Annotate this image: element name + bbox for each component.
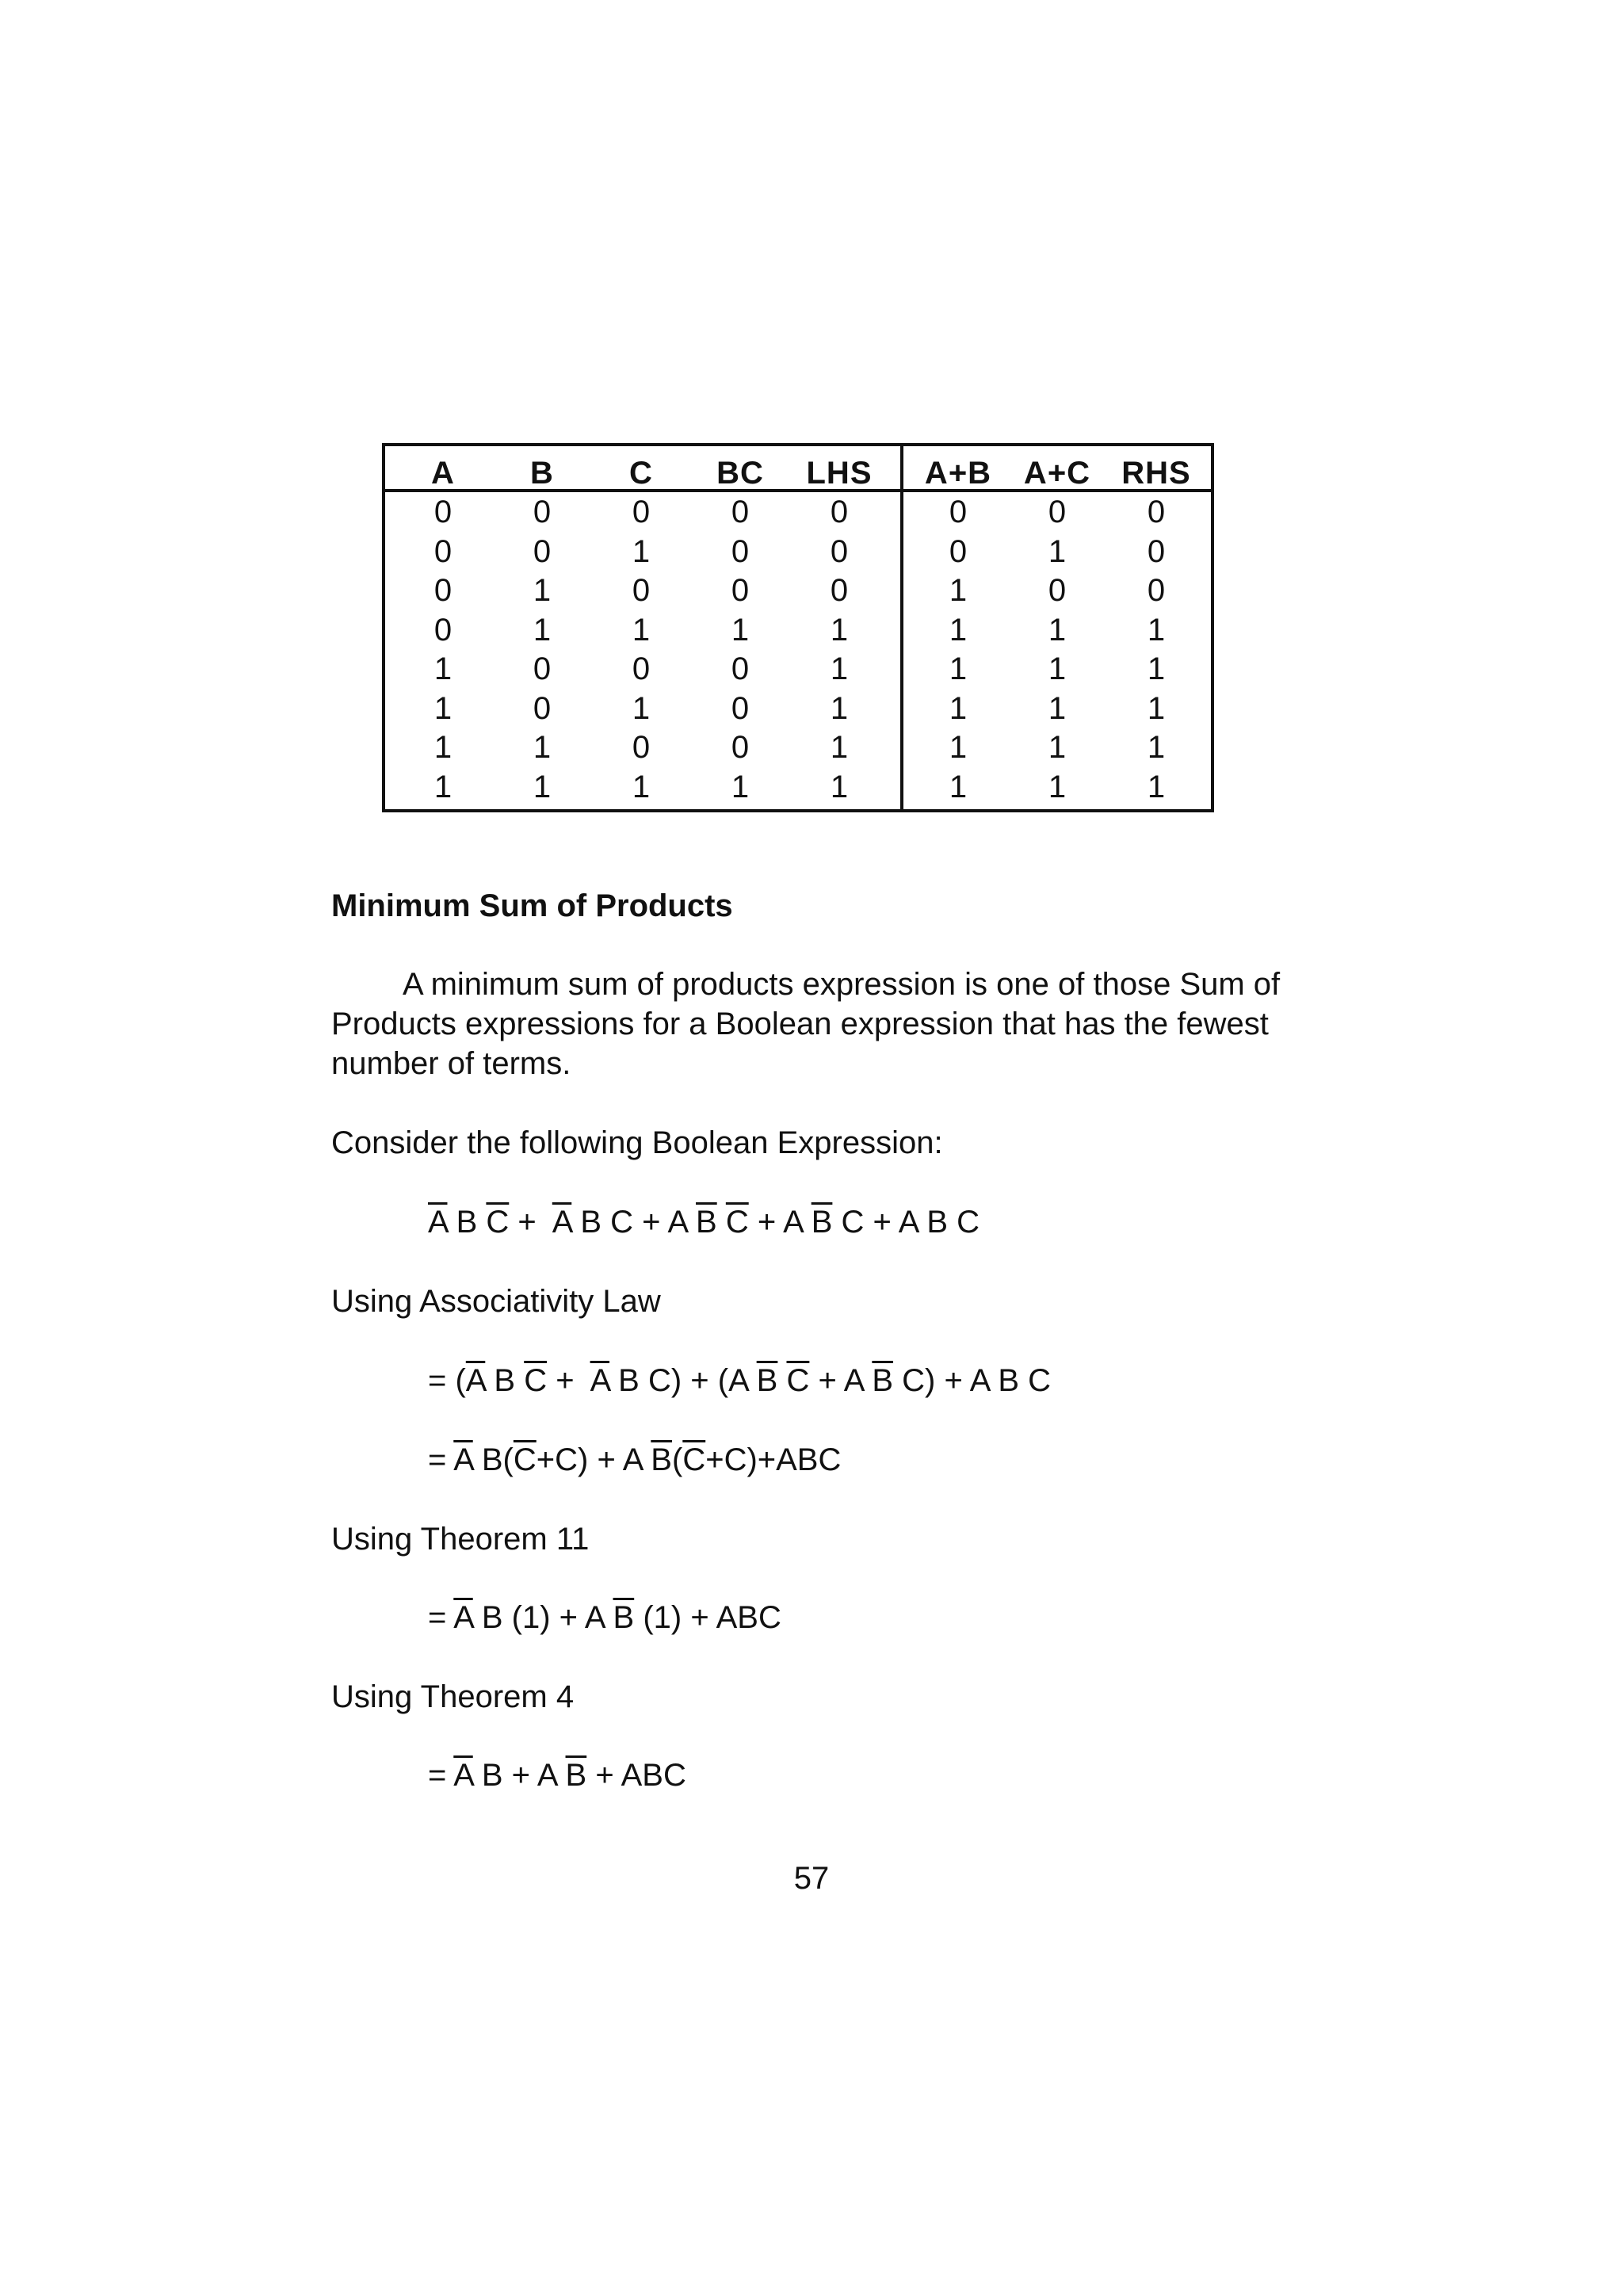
table-cell: 1 xyxy=(731,612,750,648)
expression-text: B xyxy=(485,1363,525,1398)
paragraph-line: Products expressions for a Boolean expression that has the fewest xyxy=(331,1007,1269,1041)
table-cell: 1 xyxy=(830,690,849,726)
table-cell: 0 xyxy=(632,573,651,608)
table-cell: 1 xyxy=(632,533,651,569)
paragraph xyxy=(331,965,1322,1083)
expression-text: = xyxy=(428,1442,454,1477)
table-cell: 1 xyxy=(433,769,453,804)
expression-text: +C)+ABC xyxy=(705,1442,842,1477)
table-cell: 1 xyxy=(949,690,968,726)
expression-text xyxy=(717,1205,726,1240)
expression-text: B + A xyxy=(472,1758,566,1793)
table-cell: 1 xyxy=(1147,730,1166,765)
expression-text: = ( xyxy=(428,1363,466,1398)
table-cell: 1 xyxy=(830,612,849,648)
table-cell: 0 xyxy=(731,495,750,529)
table-cell: 0 xyxy=(632,651,651,686)
table-cell: 1 xyxy=(731,769,750,804)
truth-table xyxy=(382,443,1214,812)
expression-result xyxy=(428,1755,686,1795)
table-cell: 0 xyxy=(1048,495,1067,529)
expression-step-3 xyxy=(428,1598,781,1637)
complemented-variable: $\overline{C}$ xyxy=(513,1442,537,1477)
expression-text: + ABC xyxy=(586,1758,686,1793)
table-cell: 0 xyxy=(731,533,750,569)
complemented-variable: $\overline{B}$ xyxy=(696,1205,717,1240)
complemented-variable: $\overline{A}$ xyxy=(590,1363,610,1398)
table-cell: 0 xyxy=(433,495,453,529)
table-header-cell: RHS xyxy=(1121,456,1191,491)
expression-text: B C + A xyxy=(571,1205,697,1240)
table-header-cell: C xyxy=(629,456,653,491)
section-heading: Minimum Sum of Products xyxy=(331,888,733,923)
complemented-variable: $\overline{A}$ xyxy=(465,1363,486,1398)
table-cell: 0 xyxy=(731,651,750,686)
complemented-variable: $\overline{A}$ xyxy=(453,1758,473,1793)
table-cell: 1 xyxy=(949,573,968,608)
table-cell: 1 xyxy=(1147,690,1166,726)
complemented-variable: $\overline{B}$ xyxy=(565,1758,587,1793)
table-cell: 1 xyxy=(1048,769,1067,804)
complemented-variable: $\overline{B}$ xyxy=(613,1600,635,1635)
expression-text: C + A B C xyxy=(832,1205,980,1240)
expression-step-2 xyxy=(428,1440,841,1480)
expression-text: C) + A B C xyxy=(893,1363,1051,1398)
paragraph-line: number of terms. xyxy=(331,1046,571,1081)
complemented-variable: $\overline{B}$ xyxy=(756,1363,778,1398)
table-cell: 0 xyxy=(533,651,552,686)
table-cell: 1 xyxy=(949,730,968,765)
table-cell: 0 xyxy=(632,495,651,529)
expression-text: + A xyxy=(748,1205,812,1240)
page-number: 57 xyxy=(793,1861,830,1896)
complemented-variable: $\overline{C}$ xyxy=(524,1363,548,1398)
expression-text: (1) + ABC xyxy=(634,1600,781,1635)
table-cell: 1 xyxy=(1048,533,1067,569)
table-cell: 1 xyxy=(830,769,849,804)
table-cell: 1 xyxy=(433,690,453,726)
table-cell: 0 xyxy=(433,612,453,648)
expression-text: + A xyxy=(809,1363,873,1398)
table-cell: 0 xyxy=(731,690,750,726)
table-cell: 1 xyxy=(1048,651,1067,686)
table-cell: 1 xyxy=(1147,651,1166,686)
expression-text: ( xyxy=(671,1442,683,1477)
step-label-theorem-11: Using Theorem 11 xyxy=(331,1522,590,1557)
table-cell: 1 xyxy=(1048,730,1067,765)
expression-text: B( xyxy=(472,1442,514,1477)
table-cell: 1 xyxy=(632,612,651,648)
table-cell: 0 xyxy=(1147,495,1166,529)
table-header-cell: BC xyxy=(716,456,764,491)
table-column-divider xyxy=(900,446,903,809)
table-cell: 1 xyxy=(632,769,651,804)
table-cell: 0 xyxy=(830,495,849,529)
table-cell: 1 xyxy=(533,573,552,608)
expression-text: + xyxy=(547,1363,590,1398)
table-cell: 1 xyxy=(949,769,968,804)
table-cell: 0 xyxy=(949,495,968,529)
complemented-variable: $\overline{A}$ xyxy=(552,1205,572,1240)
complemented-variable: $\overline{B}$ xyxy=(811,1205,833,1240)
table-cell: 1 xyxy=(830,651,849,686)
expression-original xyxy=(428,1202,980,1242)
step-label-associativity: Using Associativity Law xyxy=(331,1284,661,1319)
table-cell: 0 xyxy=(632,730,651,765)
table-cell: 1 xyxy=(1147,769,1166,804)
table-cell: 0 xyxy=(830,533,849,569)
expression-text: B (1) + A xyxy=(472,1600,613,1635)
complemented-variable: $\overline{A}$ xyxy=(453,1600,473,1635)
table-cell: 1 xyxy=(433,730,453,765)
step-label-theorem-4: Using Theorem 4 xyxy=(331,1679,575,1714)
expression-step-1 xyxy=(428,1361,1051,1400)
expression-text: +C) + A xyxy=(536,1442,651,1477)
table-header-cell: A+C xyxy=(1023,456,1091,491)
table-cell: 0 xyxy=(433,573,453,608)
complemented-variable: $\overline{B}$ xyxy=(872,1363,894,1398)
table-cell: 1 xyxy=(533,612,552,648)
expression-text: + xyxy=(509,1205,552,1240)
expression-text xyxy=(777,1363,786,1398)
table-cell: 0 xyxy=(731,573,750,608)
table-cell: 0 xyxy=(1147,533,1166,569)
expression-text: = xyxy=(428,1600,454,1635)
table-cell: 1 xyxy=(1048,690,1067,726)
table-cell: 0 xyxy=(533,690,552,726)
table-cell: 1 xyxy=(533,769,552,804)
complemented-variable: $\overline{C}$ xyxy=(786,1363,810,1398)
table-cell: 0 xyxy=(1048,573,1067,608)
table-cell: 1 xyxy=(949,651,968,686)
table-cell: 1 xyxy=(1147,612,1166,648)
expression-text: B xyxy=(447,1205,487,1240)
complemented-variable: $\overline{A}$ xyxy=(428,1205,448,1240)
table-header-cell: LHS xyxy=(806,456,873,491)
complemented-variable: $\overline{A}$ xyxy=(453,1442,473,1477)
table-header-cell: B xyxy=(530,456,554,491)
table-cell: 0 xyxy=(830,573,849,608)
paragraph-line: A minimum sum of products expression is one of those Sum of xyxy=(403,967,1281,1002)
complemented-variable: $\overline{C}$ xyxy=(682,1442,706,1477)
complemented-variable: $\overline{C}$ xyxy=(725,1205,749,1240)
table-cell: 0 xyxy=(533,533,552,569)
table-cell: 1 xyxy=(949,612,968,648)
table-cell: 1 xyxy=(1048,612,1067,648)
table-header-cell: A+B xyxy=(924,456,992,491)
expression-text: = xyxy=(428,1758,454,1793)
complemented-variable: $\overline{C}$ xyxy=(486,1205,510,1240)
table-cell: 0 xyxy=(533,495,552,529)
table-cell: 0 xyxy=(1147,573,1166,608)
complemented-variable: $\overline{B}$ xyxy=(651,1442,672,1477)
consider-line: Consider the following Boolean Expression: xyxy=(331,1125,943,1160)
table-cell: 0 xyxy=(433,533,453,569)
table-cell: 0 xyxy=(731,730,750,765)
table-cell: 1 xyxy=(533,730,552,765)
table-cell: 1 xyxy=(433,651,453,686)
table-cell: 0 xyxy=(949,533,968,569)
expression-text: B C) + (A xyxy=(609,1363,757,1398)
table-header-cell: A xyxy=(431,456,455,491)
table-cell: 1 xyxy=(830,730,849,765)
table-cell: 1 xyxy=(632,690,651,726)
